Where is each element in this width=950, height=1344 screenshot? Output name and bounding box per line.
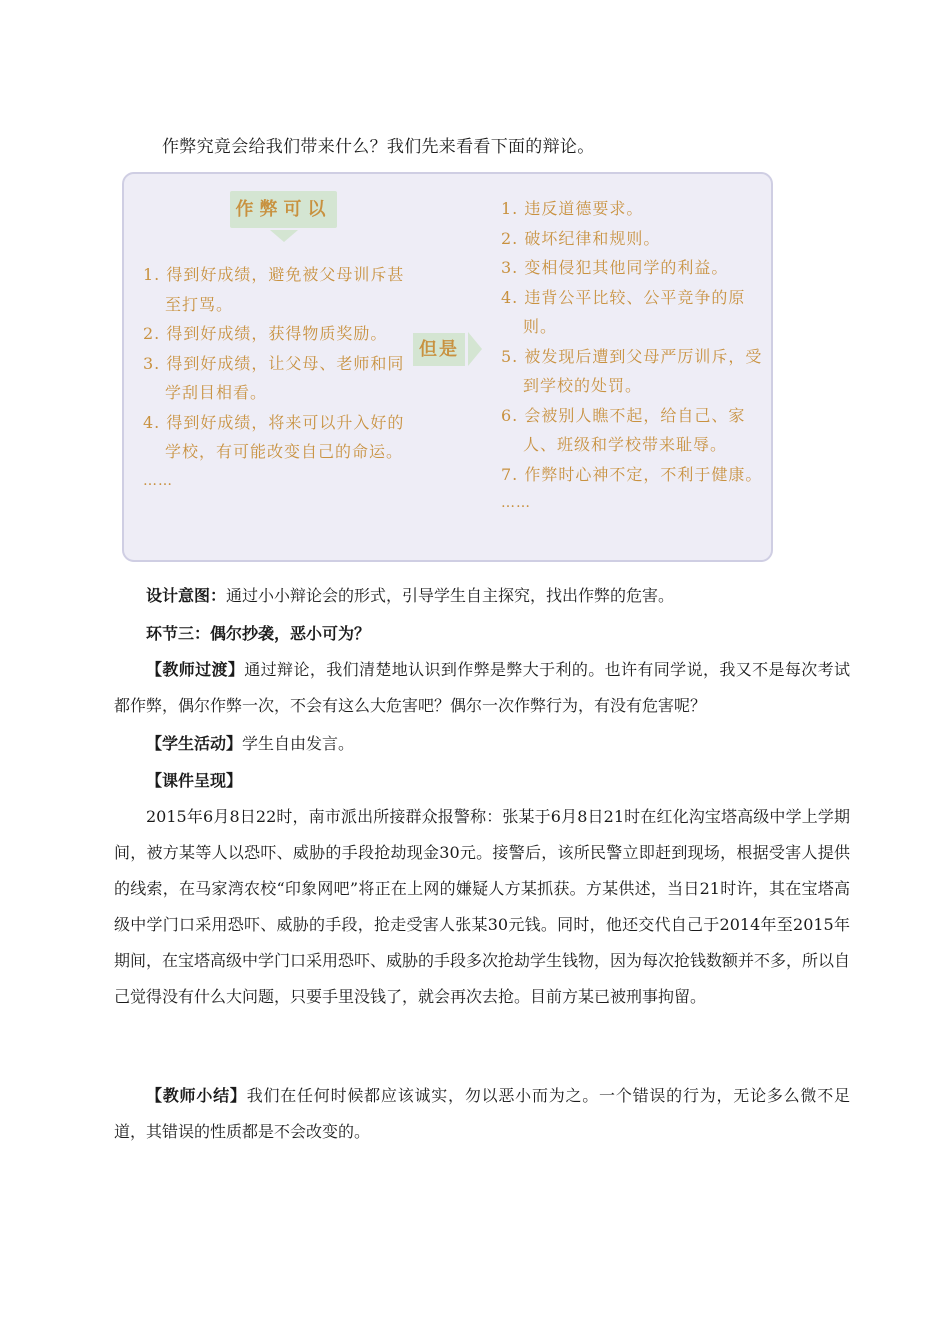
- left-title: 作弊可以: [230, 191, 337, 228]
- right-item: 3. 变相侵犯其他同学的利益。: [501, 258, 729, 277]
- student-activity-text: 学生自由发言。: [242, 734, 355, 753]
- courseware-paragraph: [114, 763, 850, 799]
- right-item: 4. 违背公平比较、公平竞争的原则。: [501, 287, 746, 336]
- left-item: 4. 得到好成绩，将来可以升入好的学校，有可能改变自己的命运。: [143, 412, 405, 461]
- left-item: 2. 得到好成绩，获得物质奖励。: [143, 324, 388, 343]
- teacher-summary-label: 【教师小结】: [146, 1086, 247, 1105]
- debate-illustration: [122, 172, 773, 562]
- left-item: 1. 得到好成绩，避免被父母训斥甚至打骂。: [143, 265, 405, 314]
- design-intent-label: 设计意图：: [146, 586, 227, 605]
- down-arrow-icon: [270, 230, 298, 242]
- right-arrow-icon: [468, 332, 482, 366]
- teacher-transition-text: 通过辩论，我们清楚地认识到作弊是弊大于利的。也许有同学说，我又不是每次考试都作弊，偶尔作弊一次，不会有这么大危害吧？偶尔一次作弊行为，有没有危害呢？: [114, 660, 850, 715]
- left-ellipsis: ……: [143, 472, 173, 489]
- student-activity-label: 【学生活动】: [146, 734, 243, 753]
- design-intent-text: 通过小小辩论会的形式，引导学生自主探究，找出作弊的危害。: [226, 586, 675, 605]
- teacher-summary-text: 我们在任何时候都应该诚实，勿以恶小而为之。一个错误的行为，无论多么微不足道，其错误的性质都是不会改变的。: [114, 1086, 850, 1141]
- student-activity-paragraph: [114, 726, 850, 762]
- right-item: 6. 会被别人瞧不起，给自己、家人、班级和学校带来耻辱。: [501, 405, 746, 454]
- left-list: [143, 260, 415, 496]
- section-heading: 环节三：偶尔抄袭，恶小可为？: [146, 624, 371, 643]
- right-list: [501, 194, 766, 519]
- teacher-summary-paragraph: [114, 1078, 850, 1150]
- middle-label: 但是: [413, 333, 465, 366]
- intro-text: 作弊究竟会给我们带来什么？我们先来看看下面的辩论。: [162, 137, 595, 157]
- teacher-transition-paragraph: [114, 652, 850, 724]
- right-item: 5. 被发现后遭到父母严厉训斥，受到学校的处罚。: [501, 346, 763, 395]
- left-item: 3. 得到好成绩，让父母、老师和同学刮目相看。: [143, 353, 405, 402]
- courseware-label: 【课件呈现】: [146, 771, 243, 790]
- right-item: 1. 违反道德要求。: [501, 199, 644, 218]
- design-intent-paragraph: [114, 578, 850, 614]
- right-item: 7. 作弊时心神不定，不利于健康。: [501, 464, 763, 484]
- teacher-transition-label: 【教师过渡】: [146, 660, 245, 679]
- right-item: 2. 破坏纪律和规则。: [501, 228, 661, 248]
- case-paragraph: 2015年6月8日22时，南市派出所接群众报警称：张某于6月8日21时在红化沟宝塔高级中学上学期间，被方某等人以恐吓、威胁的手段抢劫现金30元。接警后，该所民警立即赶到现场，根据受害人提供的线索，在马家湾农校“印象网吧”将正在上网的嫌疑人方某抓获。方某供述，当日21时许，其在宝塔高级中学门口采用恐吓、威胁的手段，抢走受害人张某30元钱。同时，他还交代自己于2014年至2015年期间，在宝塔高级中学门口采用恐吓、威胁的手段多次抢劫学生钱物，因为每次抢钱数额并不多，所以自己觉得没有什么大问题，只要手里没钱了，就会再次去抢。目前方某已被刑事拘留。: [114, 807, 851, 1006]
- right-ellipsis: ……: [501, 495, 531, 511]
